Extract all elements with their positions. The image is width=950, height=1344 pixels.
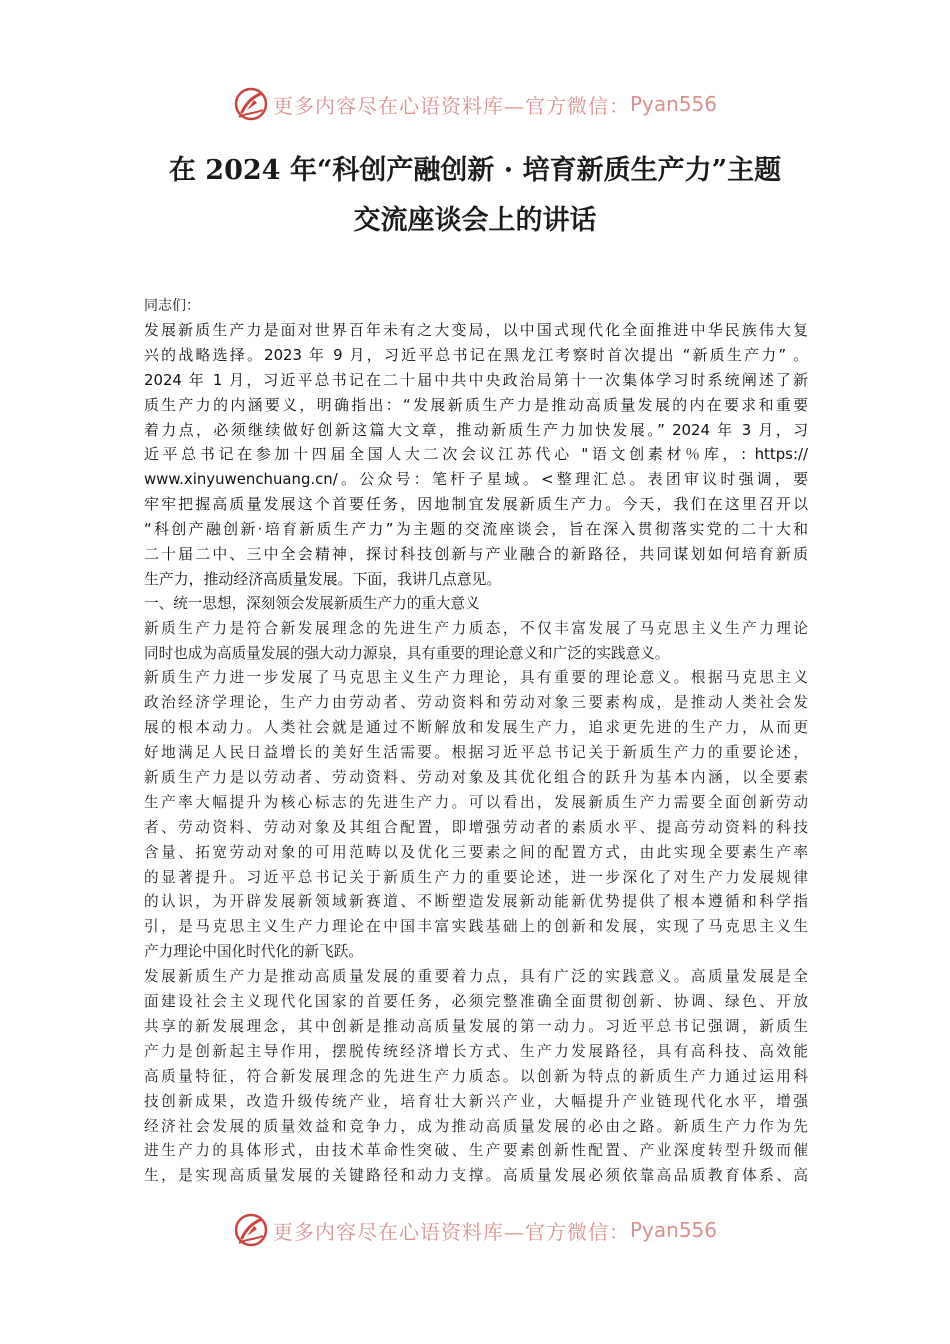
brush-logo-icon	[233, 86, 269, 122]
intro-line: 着力点，必须继续做好创新这篇大文章，推动新质生产力加快发展。” 2024 年 3 月，习	[144, 420, 808, 439]
paragraph-2	[144, 666, 808, 965]
paragraph-line: 者、劳动资料、劳动对象及其组合配置，即增强劳动者的素质水平、提高劳动资料的科技	[144, 818, 808, 836]
paragraph-1	[144, 617, 808, 667]
intro-line: 2024 年 1 月，习近平总书记在二十届中共中央政治局第十一次集体学习时系统阐述了新	[144, 370, 808, 389]
paragraph-line: 高质量特征，符合新发展理念的先进生产力质态。以创新为特点的新质生产力通过运用科	[144, 1067, 808, 1085]
watermark-text: 更多内容尽在心语资料库—官方微信：	[272, 1219, 630, 1244]
watermark-id: Pyan556	[629, 92, 717, 116]
paragraph-line: 新质生产力是符合新发展理念的先进生产力质态，不仅丰富发展了马克思主义生产力理论	[144, 619, 808, 637]
paragraph-3	[144, 965, 808, 1189]
paragraph-line: 共享的新发展理念，其中创新是推动高质量发展的第一动力。习近平总书记强调，新质生	[144, 1017, 808, 1035]
paragraph-line: 技创新成果，改造升级传统产业，培育壮大新兴产业，大幅提升产业链现代化水平，增强	[144, 1092, 808, 1110]
paragraph-line: 的认识，为开辟发展新领域新赛道、不断塑造发展新动能新优势提供了根本遵循和科学指	[144, 893, 808, 911]
paragraph-line: 好地满足人民日益增长的美好生活需要。根据习近平总书记关于新质生产力的重要论述，	[144, 744, 808, 762]
paragraph-line: 产力理论中国化时代化的新飞跃。	[144, 943, 363, 961]
title-line-2: 交流座谈会上的讲话	[353, 205, 597, 236]
watermark-header	[0, 84, 950, 124]
section-heading: 一、统一思想，深刻领会发展新质生产力的重大意义	[144, 594, 480, 612]
paragraph-line: 面建设社会主义现代化国家的首要任务，必须完整准确全面贯彻创新、协调、绿色、开放	[144, 993, 808, 1011]
paragraph-line: 引，是马克思主义生产力理论在中国丰富实践基础上的创新和发展，实现了马克思主义生	[144, 918, 808, 936]
paragraph-line: 的显著提升。习近平总书记关于新质生产力的重要论述，进一步深化了对生产力发展规律	[144, 868, 808, 886]
document-title	[60, 146, 890, 246]
paragraph-line: 经济社会发展的质量效益和竞争力，成为推动高质量发展的必由之路。新质生产力作为先	[144, 1117, 808, 1135]
intro-line: 发展新质生产力是面对世界百年未有之大变局，以中国式现代化全面推进中华民族伟大复	[144, 321, 808, 339]
intro-line: 生产力，推动经济高质量发展。下面，我讲几点意见。	[144, 569, 502, 588]
paragraph-line: 含量、拓宽劳动对象的可用范畴以及优化三要素之间的配置方式，由此实现全要素生产率	[144, 843, 808, 861]
watermark-id: Pyan556	[629, 1218, 717, 1242]
paragraph-line: 新质生产力进一步发展了马克思主义生产力理论，具有重要的理论意义。根据马克思主义	[144, 669, 808, 687]
intro-line: “科创产融创新·培育新质生产力”为主题的交流座谈会，旨在深入贯彻落实党的二十大和	[144, 520, 808, 539]
watermark-text: 更多内容尽在心语资料库—官方微信：	[272, 93, 630, 118]
intro-line: www.xinyuwenchuang.cn/。公众号：笔杆子星域。<整理汇总。表团审议时强调，要	[144, 470, 808, 489]
intro-paragraph	[144, 318, 808, 592]
paragraph-line: 生产率大幅提升为核心标志的先进生产力。可以看出，发展新质生产力需要全面创新劳动	[144, 793, 808, 811]
brush-logo-icon	[233, 1212, 269, 1248]
paragraph-line: 发展新质生产力是推动高质量发展的重要着力点，具有广泛的实践意义。高质量发展是全	[144, 968, 808, 986]
intro-line: 牢牢把握高质量发展这个首要任务，因地制宜发展新质生产力。今天，我们在这里召开以	[144, 495, 808, 514]
salutation: 同志们：	[144, 298, 200, 314]
intro-line: 兴的战略选择。2023 年 9 月，习近平总书记在黑龙江考察时首次提出 “新质生产力” 。	[144, 345, 808, 364]
paragraph-line: 新质生产力是以劳动者、劳动资料、劳动对象及其优化组合的跃升为基本内涵，以全要素	[144, 769, 808, 787]
document-body	[144, 294, 808, 1189]
watermark-footer	[0, 1210, 950, 1250]
paragraph-line: 产力是创新起主导作用，摆脱传统经济增长方式、生产力发展路径，具有高科技、高效能	[144, 1042, 808, 1060]
paragraph-line: 展的根本动力。人类社会就是通过不断解放和发展生产力，追求更先进的生产力，从而更	[144, 719, 808, 737]
title-line-1: 在 2024 年“科创产融创新 · 培育新质生产力”主题	[168, 155, 782, 186]
paragraph-line: 生，是实现高质量发展的关键路径和动力支撑。高质量发展必须依靠高品质教育体系、高	[144, 1167, 808, 1185]
paragraph-line: 政治经济学理论，生产力由劳动者、劳动资料和劳动对象三要素构成，是推动人类社会发	[144, 694, 808, 712]
intro-line: 二十届二中、三中全会精神，探讨科技创新与产业融合的新路径，共同谋划如何培育新质	[144, 545, 808, 564]
intro-line: 近平总书记在参加十四届全国人大二次会议江苏代心 "语文创素材％库，: https://	[144, 445, 808, 464]
paragraph-line: 同时也成为高质量发展的强大动力源泉，具有重要的理论意义和广泛的实践意义。	[144, 644, 670, 662]
paragraph-line: 进生产力的具体形式，由技术革命性突破、生产要素创新性配置、产业深度转型升级而催	[144, 1142, 808, 1160]
intro-line: 质生产力的内涵要义，明确指出：“发展新质生产力是推动高质量发展的内在要求和重要	[144, 395, 808, 414]
